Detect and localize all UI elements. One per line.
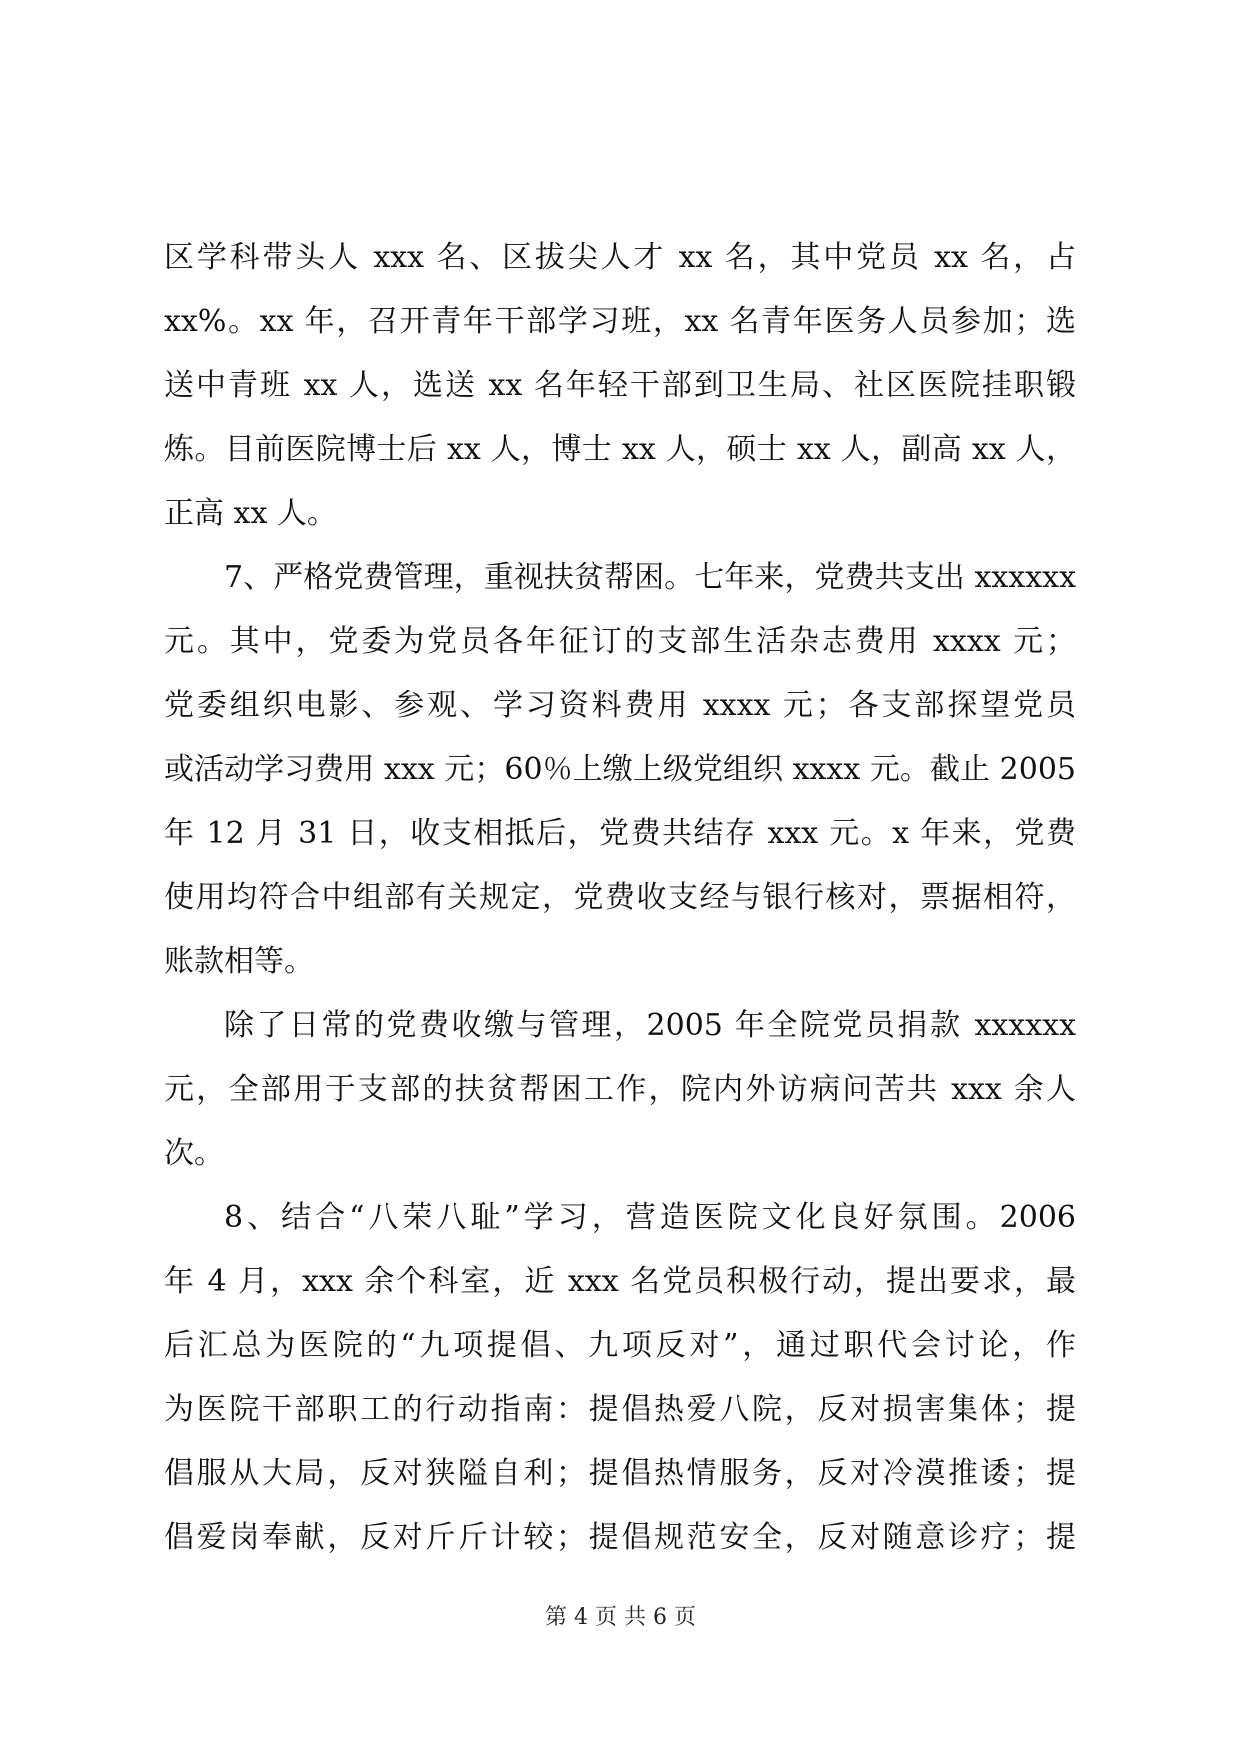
text-line: 炼。目前医院博士后 xx 人，博士 xx 人，硕士 xx 人，副高 xx 人， <box>164 432 1076 467</box>
text-line: 使用均符合中组部有关规定，党费收支经与银行核对，票据相符， <box>164 880 1076 915</box>
text-line: 8、结合“八荣八耻”学习，营造医院文化良好氛围。2006 <box>224 1200 1076 1235</box>
text-line: 倡服从大局，反对狭隘自利；提倡热情服务，反对冷漠推诿；提 <box>164 1456 1076 1491</box>
text-line: 年 12 月 31 日，收支相抵后，党费共结存 xxx 元。x 年来，党费 <box>164 816 1076 851</box>
text-line: 后汇总为医院的“九项提倡、九项反对”，通过职代会讨论，作 <box>164 1328 1076 1363</box>
text-line: 账款相等。 <box>164 944 314 979</box>
text-line: 元，全部用于支部的扶贫帮困工作，院内外访病问苦共 xxx 余人 <box>164 1072 1076 1107</box>
text-line: 区学科带头人 xxx 名、区拔尖人才 xx 名，其中党员 xx 名，占 <box>164 240 1076 275</box>
text-line: 或活动学习费用 xxx 元；60％上缴上级党组织 xxxx 元。截止 2005 <box>164 752 1076 787</box>
text-line: 送中青班 xx 人，选送 xx 名年轻干部到卫生局、社区医院挂职锻 <box>164 368 1076 403</box>
text-line: 为医院干部职工的行动指南：提倡热爱八院，反对损害集体；提 <box>164 1392 1076 1427</box>
text-line: 次。 <box>164 1136 224 1171</box>
document-body <box>164 226 1076 1570</box>
text-line: 元。其中，党委为党员各年征订的支部生活杂志费用 xxxx 元； <box>164 624 1076 659</box>
text-line: xx%。xx 年，召开青年干部学习班，xx 名青年医务人员参加；选 <box>164 304 1076 339</box>
text-line: 除了日常的党费收缴与管理，2005 年全院党员捐款 xxxxxx <box>224 1008 1076 1043</box>
text-line: 党委组织电影、参观、学习资料费用 xxxx 元；各支部探望党员 <box>164 688 1076 723</box>
text-line: 年 4 月，xxx 余个科室，近 xxx 名党员积极行动，提出要求，最 <box>164 1264 1076 1299</box>
text-line: 正高 xx 人。 <box>164 496 337 531</box>
text-line: 倡爱岗奉献，反对斤斤计较；提倡规范安全，反对随意诊疗；提 <box>164 1520 1076 1555</box>
page-number-footer: 第 4 页 共 6 页 <box>545 1605 696 1630</box>
text-line: 7、严格党费管理，重视扶贫帮困。七年来，党费共支出 xxxxxx <box>224 560 1076 595</box>
